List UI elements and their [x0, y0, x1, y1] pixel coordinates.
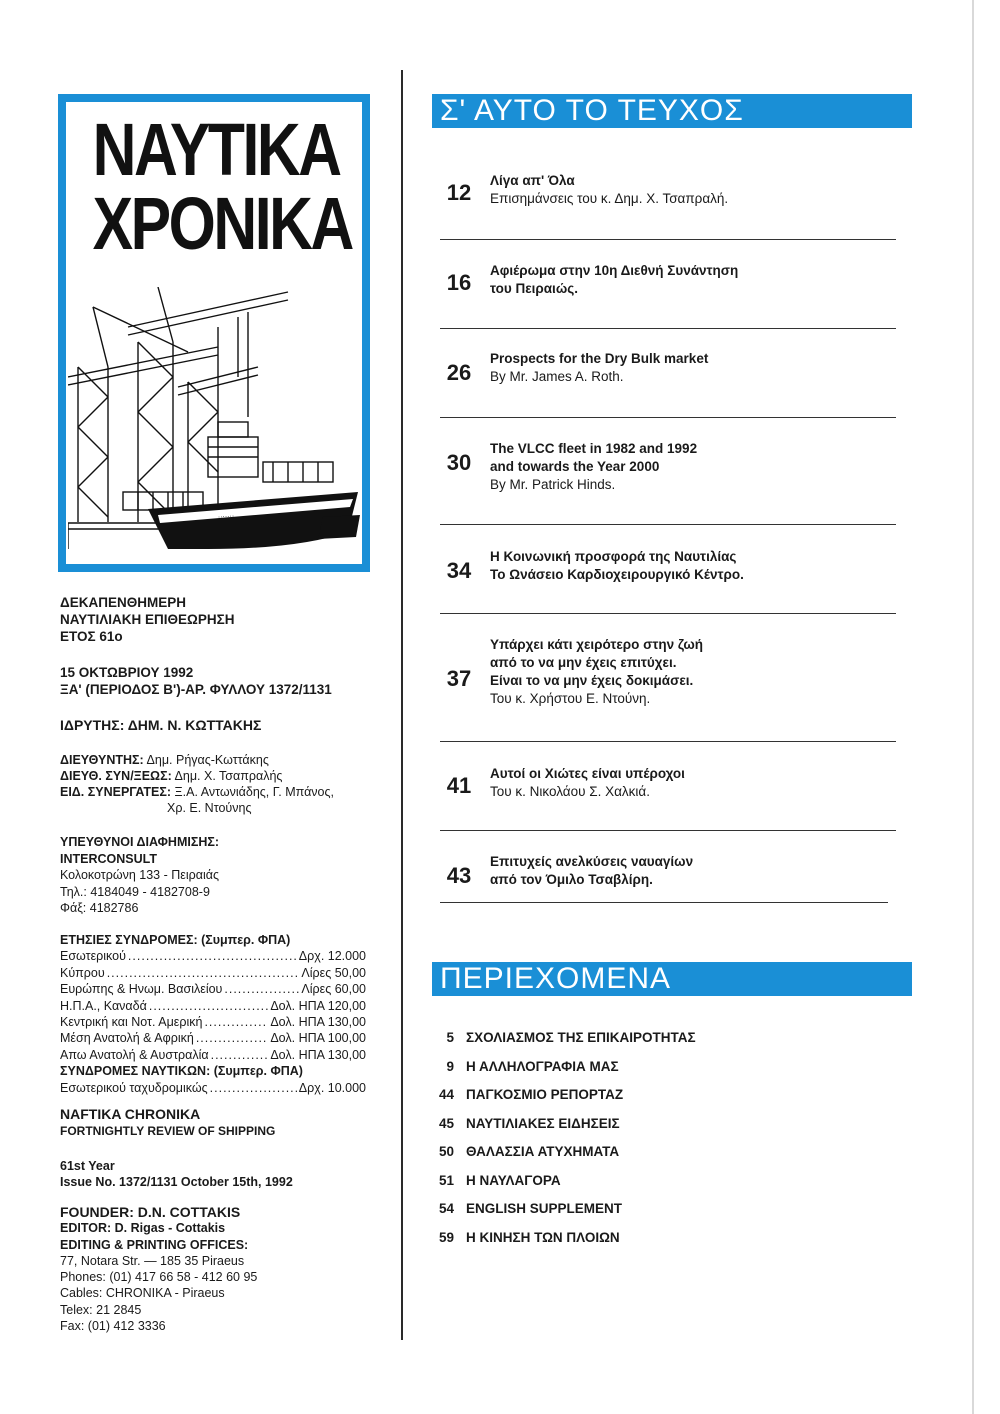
- publication-type: [60, 594, 390, 645]
- advertising-company: INTERCONSULT: [60, 851, 157, 866]
- article-text: [490, 765, 685, 801]
- article-text: [490, 548, 744, 584]
- subscription-label: Ευρώπης & Ηνωμ. Βασιλείου: [60, 982, 223, 997]
- contents-title: ΝΑΥΤΙΛΙΑΚΕΣ ΕΙΔΗΣΕΙΣ: [466, 1115, 620, 1131]
- article-divider: [440, 741, 896, 742]
- subscription-row: [60, 965, 366, 981]
- masthead-line-2: ΧΡΟΝΙΚΑ: [92, 182, 352, 265]
- advertising-fax: Φάξ: 4182786: [60, 901, 139, 915]
- staff-list: [60, 752, 390, 816]
- subscriptions-block: [60, 932, 366, 1096]
- staff-role: ΔΙΕΥΘ. ΣΥΝ/ΞΕΩΣ:: [60, 769, 172, 783]
- article-title-cont: από τον Όμιλο Τσαβλίρη.: [490, 872, 653, 887]
- subscription-price: Δολ. ΗΠΑ 120,00: [270, 998, 366, 1013]
- publication-year: ΕΤΟΣ 61ο: [60, 629, 123, 644]
- contents-item[interactable]: [420, 1224, 760, 1253]
- contents-title: Η ΚΙΝΗΣΗ ΤΩΝ ΠΛΟΙΩΝ: [466, 1229, 620, 1245]
- subscription-price: Λίρες 60,00: [301, 982, 366, 997]
- subscription-price: Δολ. ΗΠΑ 100,00: [270, 1031, 366, 1046]
- article-divider: [440, 902, 888, 903]
- article-divider: [440, 417, 896, 418]
- subscription-price: Δρχ. 12.000: [298, 949, 366, 964]
- subscription-row: [60, 948, 366, 964]
- subscription-label: Κεντρική και Νοτ. Αμερική: [60, 1015, 203, 1030]
- article-text: [490, 262, 738, 298]
- english-name: NAFTIKA CHRONIKA: [60, 1106, 201, 1122]
- staff-role: ΕΙΔ. ΣΥΝΕΡΓΑΤΕΣ:: [60, 785, 172, 799]
- seamen-subscriptions-heading: ΣΥΝΔΡΟΜΕΣ ΝΑΥΤΙΚΩΝ: (Συμπερ. ΦΠΑ): [60, 1064, 303, 1079]
- article-divider: [440, 239, 896, 240]
- contents-heading: ΠΕΡΙΕΧΟΜΕΝΑ: [432, 962, 912, 996]
- founder-greek: [60, 717, 390, 734]
- article-title-cont: Είναι το να μην έχεις δοκιμάσει.: [490, 673, 694, 688]
- publication-type-line-1: ΔΕΚΑΠΕΝΘΗΜΕΡΗ: [60, 595, 186, 610]
- article-title-cont: από το να μην έχεις επιτύχει.: [490, 655, 677, 670]
- contents-item[interactable]: [420, 1110, 760, 1139]
- advertising-heading: ΥΠΕΥΘΥΝΟΙ ΔΙΑΦΗΜΙΣΗΣ:: [60, 835, 220, 849]
- advertising-phone: Τηλ.: 4184049 - 4182708-9: [60, 884, 210, 899]
- english-credits: [60, 1204, 390, 1334]
- contents-page-number: 44: [438, 1087, 454, 1102]
- article-title: Επιτυχείς ανελκύσεις ναυαγίων: [490, 854, 694, 869]
- subscription-price: Δολ. ΗΠΑ 130,00: [270, 1047, 366, 1062]
- subscription-price: Δρχ. 10.000: [298, 1080, 366, 1095]
- subscription-price: Λίρες 50,00: [301, 965, 366, 980]
- subscription-row: [60, 1030, 366, 1046]
- contents-title: ΣΧΟΛΙΑΣΜΟΣ ΤΗΣ ΕΠΙΚΑΙΡΟΤΗΤΑΣ: [466, 1030, 696, 1045]
- subscription-label: Η.Π.Α., Καναδά: [60, 998, 147, 1013]
- english-fax: Fax: (01) 412 3336: [60, 1319, 166, 1334]
- staff-role: ΔΙΕΥΘΥΝΤΗΣ:: [60, 753, 144, 767]
- staff-row: [60, 768, 390, 784]
- subscription-row: [60, 1080, 366, 1096]
- subscription-label: Μέση Ανατολή & Αφρική: [60, 1031, 194, 1046]
- article-title: Υπάρχει κάτι χειρότερο στην ζωή: [490, 637, 704, 652]
- article-text: [490, 350, 708, 386]
- article-title: Αφιέρωμα στην 10η Διεθνή Συνάντηση: [490, 263, 739, 278]
- cover-inner: [66, 102, 362, 564]
- staff-name-continued: Χρ. Ε. Ντούνης: [167, 801, 252, 815]
- english-telex: Telex: 21 2845: [60, 1302, 142, 1317]
- article-divider: [440, 328, 896, 329]
- article-byline: Επισημάνσεις του κ. Δημ. Χ. Τσαπραλή.: [490, 191, 729, 206]
- contents-title: ΠΑΓΚΟΣΜΙΟ ΡΕΠΟΡΤΑΖ: [466, 1087, 624, 1102]
- subscription-label: Εσωτερικού: [60, 949, 126, 964]
- staff-name: Δημ. Χ. Τσαπραλής: [174, 769, 283, 783]
- subscription-label: Κύπρου: [60, 965, 105, 980]
- staff-name: Ξ.Α. Αντωνιάδης, Γ. Μπάνος,: [174, 785, 334, 799]
- article-page-number: 34: [446, 558, 472, 583]
- contents-list: [420, 1024, 760, 1252]
- contents-item[interactable]: [420, 1053, 760, 1082]
- english-masthead: [60, 1106, 390, 1140]
- svg-text:·······: ·······: [217, 512, 235, 521]
- article-title-cont: Το Ωνάσειο Καρδιοχειρουργικό Κέντρο.: [490, 567, 744, 582]
- staff-row: [60, 784, 390, 800]
- article-byline: Του κ. Νικολάου Σ. Χαλκιά.: [490, 784, 650, 799]
- english-cables: Cables: CHRONIKA - Piraeus: [60, 1286, 225, 1301]
- subscription-label: Εσωτερικού ταχυδρομικώς: [60, 1080, 208, 1095]
- subscription-row: [60, 998, 366, 1014]
- contents-page-number: 45: [438, 1115, 454, 1131]
- publication-type-line-2: ΝΑΥΤΙΛΙΑΚΗ ΕΠΙΘΕΩΡΗΣΗ: [60, 612, 235, 627]
- contents-title: Η ΑΛΛΗΛΟΓΡΑΦΙΑ ΜΑΣ: [466, 1058, 619, 1074]
- article-title: The VLCC fleet in 1982 and 1992: [490, 441, 698, 456]
- english-issue-number: Issue No. 1372/1131 October 15th, 1992: [60, 1175, 293, 1189]
- subscriptions-heading: ΕΤΗΣΙΕΣ ΣΥΝΔΡΟΜΕΣ: (Συμπερ. ΦΠΑ): [60, 933, 291, 947]
- contents-page-number: 54: [438, 1201, 454, 1216]
- article-divider: [440, 830, 896, 831]
- article-text: [490, 440, 697, 494]
- page-edge: [972, 0, 974, 1414]
- article-page-number: 41: [446, 773, 472, 798]
- issue-info: [60, 664, 390, 698]
- contents-title: Η ΝΑΥΛΑΓΟΡΑ: [466, 1172, 561, 1188]
- article-title: Αυτοί οι Χιώτες είναι υπέροχοι: [490, 766, 685, 781]
- article-divider: [440, 524, 896, 525]
- english-issue: [60, 1158, 390, 1190]
- english-year: 61st Year: [60, 1159, 115, 1173]
- article-title-cont: του Πειραιώς.: [490, 281, 578, 296]
- article-title: Λίγα απ' Όλα: [490, 173, 575, 188]
- article-text: [490, 636, 703, 708]
- staff-name: Δημ. Ρήγας-Κωττάκης: [146, 753, 269, 767]
- contents-page-number: 5: [446, 1030, 454, 1045]
- english-phones: Phones: (01) 417 66 58 - 412 60 95: [60, 1270, 258, 1285]
- issue-number: ΞΑ' (ΠΕΡΙΟΔΟΣ Β')-ΑΡ. ΦΥΛΛΟΥ 1372/1131: [60, 682, 332, 697]
- article-title: Prospects for the Dry Bulk market: [490, 351, 709, 366]
- article-title-cont: and towards the Year 2000: [490, 459, 660, 474]
- english-offices: EDITING & PRINTING OFFICES:: [60, 1237, 249, 1252]
- article-divider: [440, 613, 896, 614]
- contents-item[interactable]: [420, 1024, 760, 1053]
- subscription-row: [60, 1047, 366, 1063]
- subscription-label: Απω Ανατολή & Αυστραλία: [60, 1047, 209, 1062]
- contents-page-number: 50: [438, 1144, 454, 1159]
- in-this-issue-heading: Σ' ΑΥΤΟ ΤΟ ΤΕΥΧΟΣ: [432, 94, 912, 128]
- english-founder: FOUNDER: D.N. COTTAKIS: [60, 1204, 241, 1220]
- contents-title: ENGLISH SUPPLEMENT: [466, 1201, 623, 1216]
- contents-item[interactable]: [420, 1138, 760, 1167]
- contents-item[interactable]: [420, 1195, 760, 1224]
- advertising-block: [60, 834, 390, 917]
- article-byline: By Mr. James A. Roth.: [490, 369, 624, 384]
- english-address: 77, Notara Str. — 185 35 Piraeus: [60, 1253, 245, 1268]
- contents-title: ΘΑΛΑΣΣΙΑ ΑΤΥΧΗΜΑΤΑ: [466, 1144, 620, 1159]
- english-subtitle: FORTNIGHTLY REVIEW OF SHIPPING: [60, 1124, 276, 1138]
- contents-item[interactable]: [420, 1081, 760, 1110]
- article-text: [490, 172, 728, 208]
- article-byline: By Mr. Patrick Hinds.: [490, 477, 616, 492]
- article-page-number: 12: [446, 180, 472, 205]
- subscription-row: [60, 1014, 366, 1030]
- article-page-number: 37: [446, 666, 472, 691]
- column-divider: [401, 70, 403, 1340]
- masthead-line-1: ΝΑΥΤΙΚΑ: [92, 108, 340, 191]
- contents-page-number: 59: [438, 1229, 454, 1245]
- article-page-number: 30: [446, 450, 472, 475]
- staff-row: [60, 752, 390, 768]
- english-editor: EDITOR: D. Rigas - Cottakis: [60, 1221, 226, 1236]
- founder-line: ΙΔΡΥΤΗΣ: ΔΗΜ. Ν. ΚΩΤΤΑΚΗΣ: [60, 717, 262, 733]
- article-page-number: 16: [446, 270, 472, 295]
- article-page-number: 43: [446, 863, 472, 888]
- cover-box: [58, 94, 370, 572]
- port-crane-ship-illustration: [68, 287, 360, 562]
- contents-page-number: 51: [438, 1172, 454, 1188]
- subscription-price: Δολ. ΗΠΑ 130,00: [270, 1015, 366, 1030]
- article-text: [490, 853, 693, 889]
- article-byline: Του κ. Χρήστου Ε. Ντούνη.: [490, 691, 651, 706]
- contents-page-number: 9: [446, 1058, 454, 1074]
- subscription-row: [60, 981, 366, 997]
- issue-date: 15 ΟΚΤΩΒΡΙΟΥ 1992: [60, 665, 194, 680]
- article-page-number: 26: [446, 360, 472, 385]
- article-title: Η Κοινωνική προσφορά της Ναυτιλίας: [490, 549, 737, 564]
- advertising-address: Κολοκοτρώνη 133 - Πειραιάς: [60, 868, 219, 882]
- contents-item[interactable]: [420, 1167, 760, 1196]
